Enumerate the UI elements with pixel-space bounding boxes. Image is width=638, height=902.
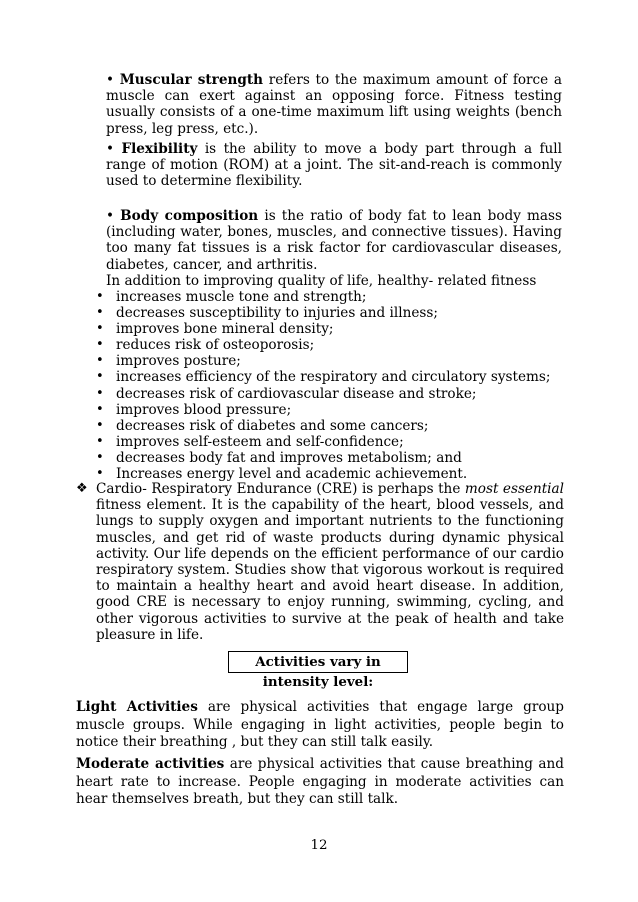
bullet: • [106, 208, 115, 224]
definition-body-composition [106, 208, 562, 273]
term-light-activities: Light Activities [76, 699, 198, 715]
list-item: • Increases energy level and academic achievement. [92, 466, 562, 482]
definition-text: is the ability to move a body part through a full range of motion (ROM) at a joint. The sit-and-reach is commonly used to determine flexibility. [106, 141, 562, 190]
list-item: • decreases risk of diabetes and some cancers; [92, 418, 562, 434]
moderate-activities-text: are physical activities that cause breathing and heart rate to increase. People engaging in moderate activities can hear themselves breath, but they can still talk. [76, 756, 564, 807]
term-moderate-activities: Moderate activities [76, 756, 225, 772]
definition-flexibility [106, 141, 562, 190]
moderate-activities-paragraph [76, 756, 564, 809]
diamond-bullet-icon: ❖ [76, 481, 88, 496]
cre-lead: Cardio- Respiratory Endurance (CRE) is perhaps the [96, 481, 461, 497]
term-body-composition: Body composition [120, 208, 259, 224]
light-activities-paragraph [76, 699, 564, 752]
term-muscular-strength: Muscular strength [119, 72, 264, 88]
page-number: 12 [310, 838, 328, 853]
list-item: • improves self-esteem and self-confidence; [92, 434, 562, 450]
bullet: • [106, 141, 115, 157]
list-item: • improves posture; [92, 353, 562, 369]
cre-rest: fitness element. It is the capability of the heart, blood vessels, and lungs to supply oxygen and important nutrients to the functioning muscles, and get rid of waste products during dynamic physical activity. Our life depends on the efficient performance of our cardio respiratory system. Studies show that vigorous workout is required to maintain a healthy heart and avoid heart disease. In addition, good CRE is necessary to enjoy running, swimming, cycling, and other vigorous activities to survive at the peak of health and take pleasure in life. [96, 497, 564, 643]
definition-text: refers to the maximum amount of force a muscle can exert against an opposing force. Fitness testing usually consists of a one-time maximum lift using weights (bench press, leg press, etc.). [106, 72, 562, 137]
bullet: • [106, 72, 115, 88]
cre-emphasis: most essential [464, 481, 564, 497]
list-item: • increases muscle tone and strength; [92, 289, 562, 305]
cre-text [96, 481, 564, 643]
intensity-heading-box: Activities vary in intensity level: [228, 651, 408, 673]
list-item: • decreases risk of cardiovascular disease and stroke; [92, 386, 562, 402]
benefits-list [92, 289, 562, 482]
list-item: • improves bone mineral density; [92, 321, 562, 337]
light-activities-text: are physical activities that engage large group muscle groups. While engaging in light activities, people begin to notice their breathing , but they can still talk easily. [76, 699, 564, 750]
list-item: • reduces risk of osteoporosis; [92, 337, 562, 353]
list-item: • improves blood pressure; [92, 402, 562, 418]
definition-text: is the ratio of body fat to lean body mass (including water, bones, muscles, and connective tissues). Having too many fat tissues is a risk factor for cardiovascular diseases, diabetes, cancer, and arthritis. [106, 208, 562, 273]
list-item: • increases efficiency of the respiratory and circulatory systems; [92, 369, 562, 385]
term-flexibility: Flexibility [121, 141, 198, 157]
definition-muscular-strength [106, 72, 562, 137]
cre-paragraph [76, 481, 564, 643]
benefits-intro: In addition to improving quality of life, healthy- related fitness [106, 273, 537, 289]
list-item: • decreases body fat and improves metabolism; and [92, 450, 562, 466]
list-item: • decreases susceptibility to injuries and illness; [92, 305, 562, 321]
